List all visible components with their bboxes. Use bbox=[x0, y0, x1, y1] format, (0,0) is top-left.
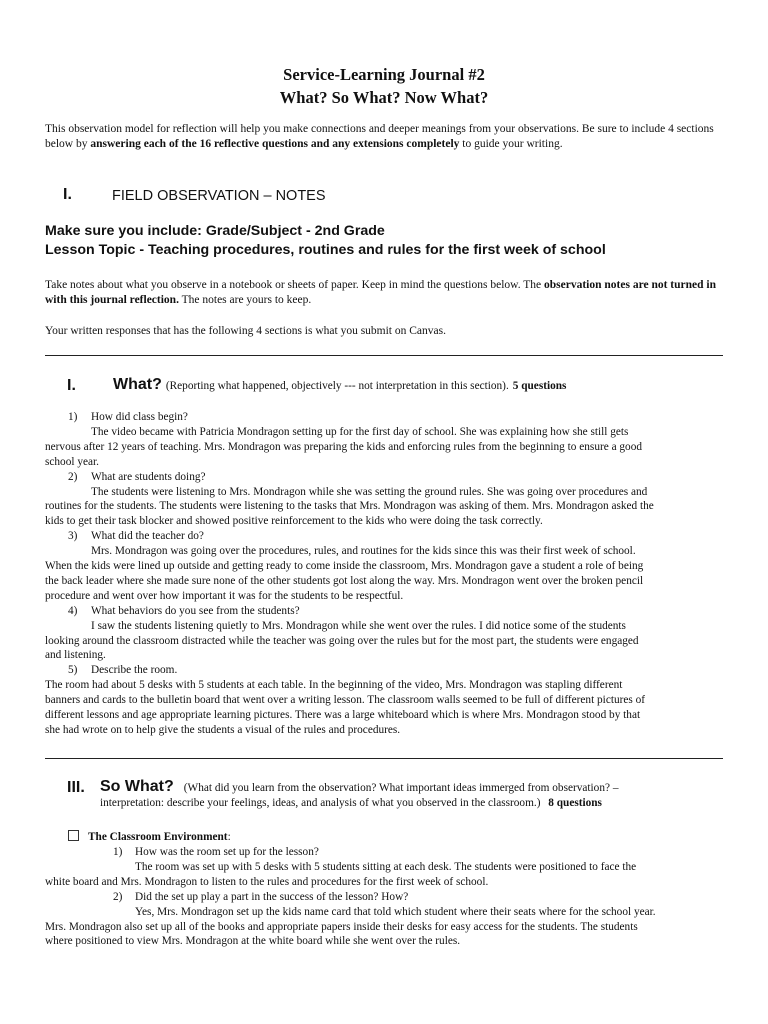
grade-subject-line: Make sure you include: Grade/Subject - 2nd Grade bbox=[45, 223, 385, 239]
question-number: 4) bbox=[68, 604, 78, 617]
classroom-environment-heading bbox=[68, 830, 231, 843]
list-item bbox=[0, 663, 768, 678]
document-subtitle: What? So What? Now What? bbox=[279, 88, 489, 107]
so-what-description-cont bbox=[100, 797, 602, 809]
what-question-count: 5 questions bbox=[512, 380, 567, 392]
list-item bbox=[0, 845, 768, 860]
what-question-list bbox=[0, 410, 768, 738]
answer-line: nervous after 12 years of teaching. Mrs. Mondragon was preparing the kids and enforcing rules from the beginning to ensure a good bbox=[45, 440, 642, 453]
question-number: 3) bbox=[68, 530, 78, 543]
what-section-number: I. bbox=[67, 377, 76, 394]
answer-line: different lessons and age appropriate learning pictures. There was a large whiteboard which is where Mrs. Mondragon stood by that bbox=[45, 709, 641, 722]
what-description: (Reporting what happened, objectively --- not interpretation in this section). bbox=[165, 380, 509, 392]
answer-line: she had wrote on to help give the students a visual of the rules and procedures. bbox=[45, 723, 401, 736]
question-text: How did class begin? bbox=[91, 411, 188, 423]
intro-text: This observation model for reflection will help you make connections and deeper meanings from your observations. Be sure to include 4 sections below by bbox=[45, 123, 714, 151]
intro-text-end: to guide your writing. bbox=[459, 138, 563, 151]
question-number: 1) bbox=[113, 846, 123, 858]
question-text: Did the set up play a part in the success of the lesson? How? bbox=[135, 890, 409, 903]
notes-text-end: The notes are yours to keep. bbox=[178, 294, 312, 307]
answer-line: The room had about 5 desks with 5 students at each table. In the beginning of the video, Mrs. Mondragon was stapling different bbox=[45, 679, 623, 692]
answer-line: routines for the students. The students were listening to the tasks that Mrs. Mondragon was asking of them. Mrs. Mondragon asked the bbox=[45, 500, 654, 513]
question-text: How was the room set up for the lesson? bbox=[135, 846, 319, 858]
answer-line: white board and Mrs. Mondragon to listen to the rules and procedures for the first week of school. bbox=[45, 875, 489, 888]
answer-line: Mrs. Mondragon was going over the procedures, rules, and routines for the kids since this was their first week of school. bbox=[91, 545, 636, 558]
section-1-heading: FIELD OBSERVATION – NOTES bbox=[112, 188, 326, 204]
so-what-section-number: III. bbox=[67, 779, 85, 796]
notes-bold-text: observation notes are not turned in with this journal reflection. bbox=[45, 279, 716, 307]
list-item bbox=[0, 470, 768, 485]
divider bbox=[45, 355, 723, 356]
so-what-description-line2: interpretation: describe your feelings, ideas, and analysis of what you observed in the classroom.) bbox=[100, 797, 541, 809]
list-item bbox=[0, 529, 768, 544]
answer-line: The students were listening to Mrs. Mondragon while she was setting the ground rules. She was going over procedures and bbox=[91, 485, 648, 498]
checkbox-bullet-icon bbox=[68, 830, 79, 841]
answer-line: Yes, Mrs. Mondragon set up the kids name card that told which student where their seats where for the school year. bbox=[135, 905, 656, 918]
so-what-description: (What did you learn from the observation? What important ideas immerged from observation? – bbox=[183, 782, 619, 794]
section-1-number: I. bbox=[63, 186, 72, 203]
list-item bbox=[0, 890, 768, 905]
question-number: 5) bbox=[68, 664, 78, 677]
answer-line: Mrs. Mondragon also set up all of the books and appropriate papers inside their desks for easy access for the students. The students bbox=[45, 920, 638, 933]
answer-line: When the kids were lined up outside and getting ready to come inside the classroom, Mrs. Mondragon gave a student a role of being bbox=[45, 560, 644, 573]
question-number: 2) bbox=[113, 890, 123, 903]
lesson-topic-line: Lesson Topic - Teaching procedures, routines and rules for the first week of school bbox=[45, 242, 606, 258]
answer-line: and listening. bbox=[45, 649, 106, 662]
answer-line: The video became with Patricia Mondragon setting up for the first day of school. She was explaining how she still gets bbox=[91, 425, 629, 438]
answer-line: looking around the classroom distracted while the teacher was going over the rules but for the most part, the students were engaged bbox=[45, 634, 639, 647]
so-what-heading: So What? bbox=[100, 778, 174, 795]
answer-line: where positioned to view Mrs. Mondragon at the white board while she went over the rules. bbox=[45, 935, 461, 948]
document-title: Service-Learning Journal #2 bbox=[283, 65, 485, 84]
answer-line: procedure and went over how important it was for the students to be respectful. bbox=[45, 589, 404, 602]
question-text: Describe the room. bbox=[91, 664, 178, 677]
question-number: 2) bbox=[68, 470, 78, 483]
what-section-header bbox=[113, 376, 566, 394]
intro-bold-text: answering each of the 16 reflective questions and any extensions completely bbox=[90, 138, 460, 151]
answer-line: school year. bbox=[45, 455, 99, 468]
answer-line: I saw the students listening quietly to Mrs. Mondragon while she went over the rules. I did notice some of the students bbox=[91, 619, 626, 632]
answer-line: kids to get their task blocker and showed positive reinforcement to the kids who were doing the task correctly. bbox=[45, 515, 543, 528]
answer-line: banners and cards to the bulletin board that went over a writing lesson. The classroom walls seemed to be full of different pictures of bbox=[45, 694, 646, 707]
list-item bbox=[0, 604, 768, 619]
intro-paragraph bbox=[45, 122, 725, 153]
notes-paragraph bbox=[45, 278, 725, 309]
answer-line: the back leader where she made sure none of the other students got lost along the way. Mrs. Mondragon went over the broken pencil bbox=[45, 574, 644, 587]
subsection-colon: : bbox=[227, 831, 231, 843]
what-heading: What? bbox=[113, 376, 162, 393]
subsection-title: The Classroom Environment bbox=[88, 831, 228, 843]
so-what-question-count: 8 questions bbox=[548, 797, 602, 809]
list-item bbox=[0, 410, 768, 425]
question-number: 1) bbox=[68, 411, 78, 423]
submit-instruction: Your written responses that has the following 4 sections is what you submit on Canvas. bbox=[45, 325, 446, 337]
notes-text: Take notes about what you observe in a notebook or sheets of paper. Keep in mind the questions below. The bbox=[45, 279, 545, 291]
so-what-section-header bbox=[100, 778, 618, 796]
answer-line: The room was set up with 5 desks with 5 students sitting at each desk. The students were positioned to face the bbox=[135, 860, 637, 873]
question-text: What did the teacher do? bbox=[91, 530, 204, 543]
question-text: What behaviors do you see from the students? bbox=[91, 604, 300, 617]
so-what-question-list bbox=[0, 845, 768, 949]
divider bbox=[45, 758, 723, 759]
question-text: What are students doing? bbox=[91, 470, 206, 483]
